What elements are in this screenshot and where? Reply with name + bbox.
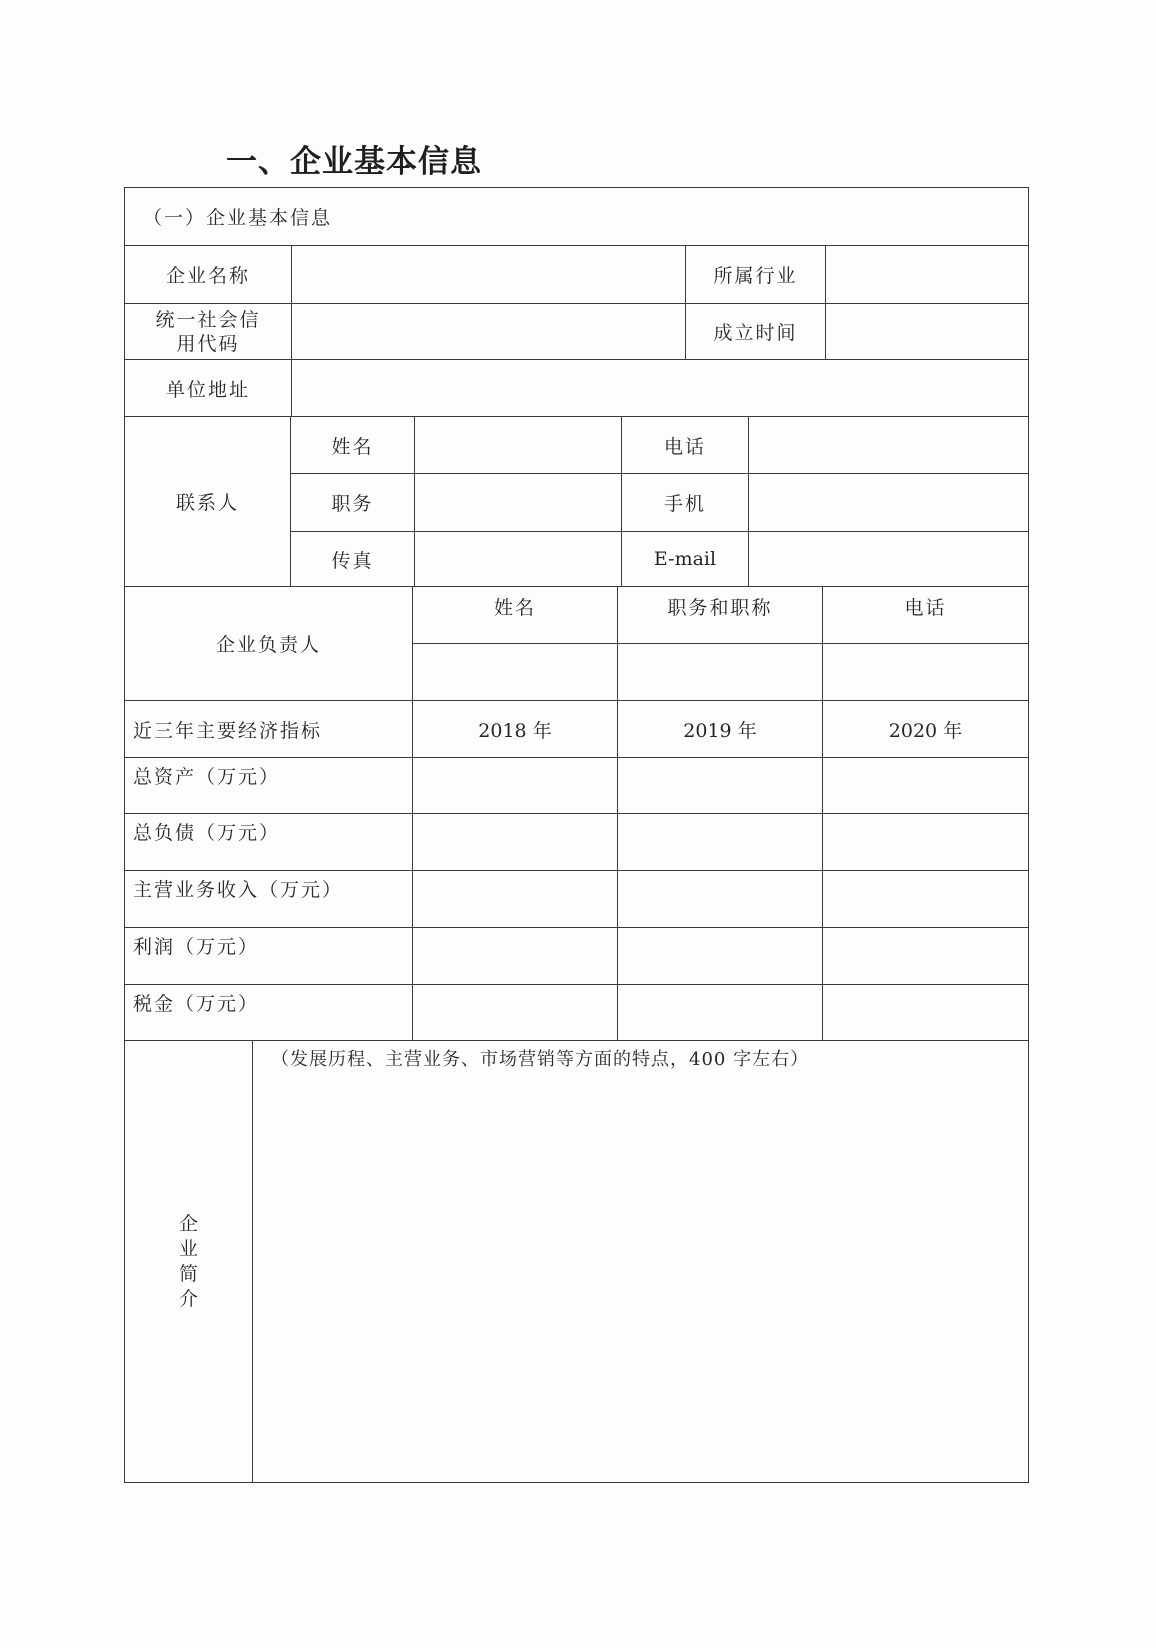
section-heading: （一）企业基本信息 [125, 188, 1029, 246]
contact-email-label: E-mail [622, 532, 749, 587]
contact-phone-value [749, 417, 1029, 474]
economics-label: 近三年主要经济指标 [125, 701, 413, 758]
year-2019-header: 2019 年 [618, 701, 823, 758]
contact-position-value [415, 474, 622, 532]
leader-name-value [413, 644, 618, 701]
table-cell [823, 928, 1029, 985]
table-cell [823, 814, 1029, 871]
address-label: 单位地址 [125, 360, 292, 417]
intro-hint: （发展历程、主营业务、市场营销等方面的特点，400 字左右） [253, 1041, 1029, 1483]
table-cell [823, 871, 1029, 928]
year-2020-header: 2020 年 [823, 701, 1029, 758]
intro-label-cell [125, 1041, 253, 1483]
leader-title-value [618, 644, 823, 701]
table-cell [413, 928, 618, 985]
contact-fax-value [415, 532, 622, 587]
contact-email-value [749, 532, 1029, 587]
industry-value [826, 246, 1029, 304]
contact-phone-label: 电话 [622, 417, 749, 474]
contact-fax-label: 传真 [291, 532, 415, 587]
table-cell [823, 985, 1029, 1041]
table-cell [618, 985, 823, 1041]
company-name-label: 企业名称 [125, 246, 292, 304]
company-info-table [124, 187, 1029, 1483]
contact-label: 联系人 [125, 417, 291, 587]
company-name-value [292, 246, 686, 304]
contact-mobile-label: 手机 [622, 474, 749, 532]
contact-mobile-value [749, 474, 1029, 532]
contact-name-label: 姓名 [291, 417, 415, 474]
contact-name-value [415, 417, 622, 474]
table-cell [413, 871, 618, 928]
table-cell [823, 758, 1029, 814]
leader-phone-value [823, 644, 1029, 701]
credit-code-value [292, 304, 686, 360]
table-cell [618, 928, 823, 985]
founded-label: 成立时间 [686, 304, 826, 360]
table-cell [618, 758, 823, 814]
table-cell [618, 814, 823, 871]
credit-code-label: 统一社会信用代码 [155, 308, 261, 355]
leader-column-phone: 电话 [823, 587, 1029, 644]
main-revenue-label: 主营业务收入（万元） [125, 871, 413, 928]
year-2018-header: 2018 年 [413, 701, 618, 758]
leader-column-title: 职务和职称 [618, 587, 823, 644]
tax-label: 税金（万元） [125, 985, 413, 1041]
table-cell [413, 985, 618, 1041]
table-cell [413, 758, 618, 814]
total-liabilities-label: 总负债（万元） [125, 814, 413, 871]
industry-label: 所属行业 [686, 246, 826, 304]
intro-label: 企业简介 [178, 1212, 198, 1310]
page-title: 一、企业基本信息 [226, 144, 482, 180]
leader-column-name: 姓名 [413, 587, 618, 644]
address-value [292, 360, 1029, 417]
founded-value [826, 304, 1029, 360]
credit-code-label-cell [125, 304, 292, 360]
total-assets-label: 总资产（万元） [125, 758, 413, 814]
contact-position-label: 职务 [291, 474, 415, 532]
table-cell [618, 871, 823, 928]
leader-label: 企业负责人 [125, 587, 413, 701]
profit-label: 利润（万元） [125, 928, 413, 985]
table-cell [413, 814, 618, 871]
